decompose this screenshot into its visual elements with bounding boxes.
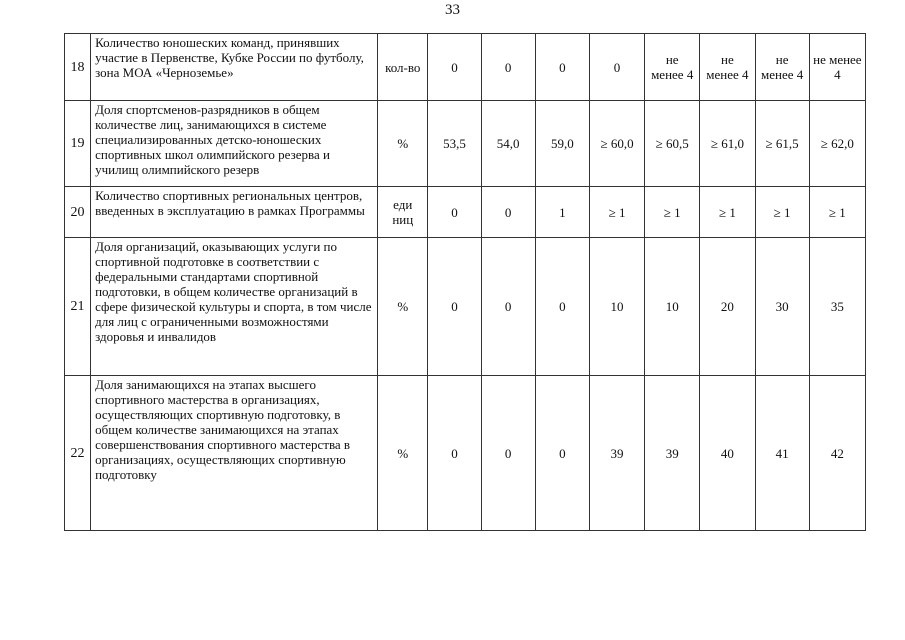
value-cell: 20 — [700, 238, 755, 376]
value-cell: 0 — [428, 238, 481, 376]
value-cell: не менее 4 — [809, 34, 865, 101]
unit-cell: % — [378, 376, 428, 531]
value-cell: 42 — [809, 376, 865, 531]
value-cell: 10 — [589, 238, 644, 376]
value-cell: 40 — [700, 376, 755, 531]
table-body — [65, 34, 866, 531]
value-cell: 54,0 — [481, 101, 535, 187]
unit-cell: еди ниц — [378, 187, 428, 238]
row-number: 18 — [65, 34, 91, 101]
value-cell: 0 — [535, 376, 589, 531]
value-cell: ≥ 1 — [700, 187, 755, 238]
value-cell: не менее 4 — [700, 34, 755, 101]
value-cell: 41 — [755, 376, 809, 531]
page-number: 33 — [445, 2, 460, 18]
table-row — [65, 101, 866, 187]
indicators-table — [64, 33, 866, 531]
value-cell: 39 — [645, 376, 700, 531]
indicator-name: Количество спортивных региональных центров, введенных в эксплуатацию в рамках Программы — [91, 187, 378, 238]
row-number: 20 — [65, 187, 91, 238]
unit-cell: % — [378, 238, 428, 376]
value-cell: 0 — [481, 238, 535, 376]
value-cell: 0 — [589, 34, 644, 101]
value-cell: 10 — [645, 238, 700, 376]
value-cell: 1 — [535, 187, 589, 238]
row-number: 19 — [65, 101, 91, 187]
value-cell: 39 — [589, 376, 644, 531]
value-cell: ≥ 60,5 — [645, 101, 700, 187]
value-cell: ≥ 1 — [809, 187, 865, 238]
indicator-name: Доля занимающихся на этапах высшего спортивного мастерства в организациях, осуществляющих спортивную подготовку, в общем количестве занимающихся на этапах совершенствования спортивного мастерства в организациях, осуществляющих спортивную подготовку — [91, 376, 378, 531]
value-cell: не менее 4 — [645, 34, 700, 101]
unit-cell: % — [378, 101, 428, 187]
value-cell: ≥ 1 — [589, 187, 644, 238]
value-cell: 0 — [535, 34, 589, 101]
value-cell: ≥ 60,0 — [589, 101, 644, 187]
value-cell: ≥ 61,5 — [755, 101, 809, 187]
value-cell: 30 — [755, 238, 809, 376]
value-cell: ≥ 1 — [755, 187, 809, 238]
row-number: 21 — [65, 238, 91, 376]
value-cell: 35 — [809, 238, 865, 376]
indicator-name: Количество юношеских команд, принявших участие в Первенстве, Кубке России по футболу, зона МОА «Черноземье» — [91, 34, 378, 101]
row-number: 22 — [65, 376, 91, 531]
value-cell: не менее 4 — [755, 34, 809, 101]
indicator-name: Доля спортсменов-разрядников в общем количестве лиц, занимающихся в системе специализированных детско-юношеских спортивных школ олимпийского резерва и училищ олимпийского резерв — [91, 101, 378, 187]
value-cell: ≥ 62,0 — [809, 101, 865, 187]
table-row — [65, 238, 866, 376]
value-cell: 0 — [428, 376, 481, 531]
value-cell: 0 — [481, 376, 535, 531]
value-cell: 0 — [428, 187, 481, 238]
value-cell: 0 — [535, 238, 589, 376]
unit-cell: кол-во — [378, 34, 428, 101]
indicator-name: Доля организаций, оказывающих услуги по спортивной подготовке в соответствии с федеральными стандартами спортивной подготовки, в общем количестве организаций в сфере физической культуры и спорта, в том числе для лиц с ограниченными возможностями здоровья и инвалидов — [91, 238, 378, 376]
value-cell: 0 — [428, 34, 481, 101]
value-cell: 53,5 — [428, 101, 481, 187]
value-cell: ≥ 1 — [645, 187, 700, 238]
table-row — [65, 34, 866, 101]
value-cell: 0 — [481, 34, 535, 101]
value-cell: 0 — [481, 187, 535, 238]
value-cell: ≥ 61,0 — [700, 101, 755, 187]
table-row — [65, 187, 866, 238]
table-row — [65, 376, 866, 531]
value-cell: 59,0 — [535, 101, 589, 187]
